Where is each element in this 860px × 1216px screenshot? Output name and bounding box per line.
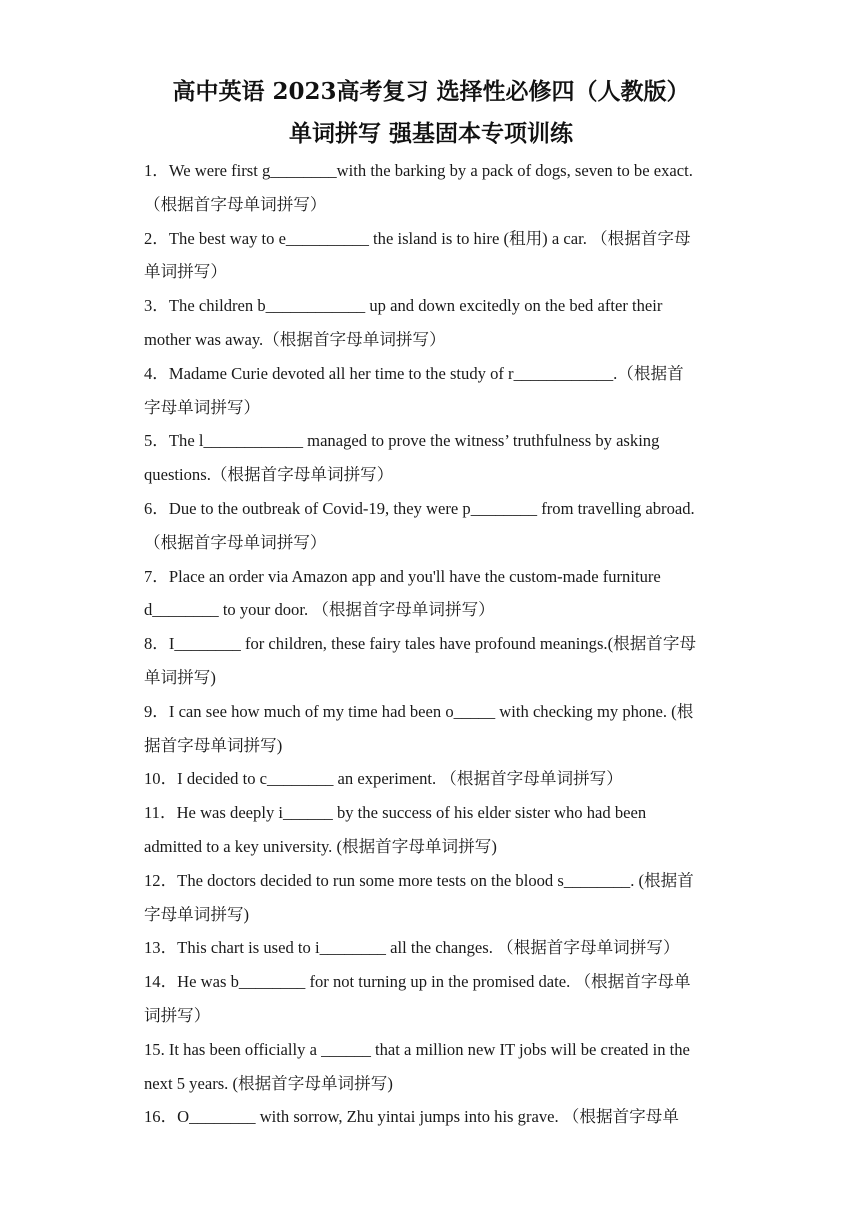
question-item (144, 695, 718, 763)
question-item (144, 289, 718, 357)
question-item (144, 357, 718, 425)
question-item (144, 864, 718, 932)
question-line: mother was away.（根据首字母单词拼写） (144, 329, 446, 349)
question-line: 字母单词拼写） (144, 397, 261, 417)
question-list (144, 154, 718, 1134)
question-line: 3．The children b____________ up and down excitedly on the bed after their (144, 296, 663, 316)
question-line: 11．He was deeply i______ by the success of his elder sister who had been (144, 803, 647, 823)
question-line: 15. It has been officially a ______ that a million new IT jobs will be created in the (144, 1039, 690, 1059)
page-title (144, 72, 718, 112)
question-line: 4．Madame Curie devoted all her time to the study of r____________.（根据首 (144, 363, 684, 383)
question-item (144, 492, 718, 560)
question-item (144, 424, 718, 492)
question-item (144, 222, 718, 290)
question-line: 13．This chart is used to i________ all the changes. （根据首字母单词拼写） (144, 938, 680, 958)
question-line: 16．O________ with sorrow, Zhu yintai jumps into his grave. （根据首字母单 (144, 1107, 679, 1127)
question-item (144, 627, 718, 695)
question-line: 12．The doctors decided to run some more tests on the blood s________. (根据首 (144, 870, 694, 890)
question-line: 词拼写） (144, 1005, 211, 1025)
page-subtitle (144, 114, 718, 154)
question-line: 2．The best way to e__________ the island is to hire (租用) a car. （根据首字母 (144, 228, 691, 248)
question-item (144, 154, 718, 222)
question-line: 据首字母单词拼写) (144, 735, 283, 755)
question-line: 8．I________ for children, these fairy tales have profound meanings.(根据首字母 (144, 634, 697, 654)
question-line: 9．I can see how much of my time had been o_____ with checking my phone. (根 (144, 701, 694, 721)
title-line-2: 单词拼写 强基固本专项训练 (288, 120, 573, 147)
question-item (144, 762, 718, 796)
question-line: 单词拼写) (144, 667, 216, 687)
title-line-1: 高中英语 2023高考复习 选择性必修四（人教版） (172, 78, 690, 105)
question-line: 1．We were first g________with the barking by a pack of dogs, seven to be exact. (144, 161, 693, 180)
question-line: （根据首字母单词拼写） (144, 194, 327, 214)
question-line: 5．The l____________ managed to prove the witness’ truthfulness by asking (144, 431, 660, 451)
question-item (144, 560, 718, 628)
question-line: admitted to a key university. (根据首字母单词拼写) (144, 836, 497, 856)
question-item (144, 965, 718, 1033)
question-item (144, 1100, 718, 1134)
question-line: 10．I decided to c________ an experiment. （根据首字母单词拼写） (144, 769, 623, 789)
question-line: 6．Due to the outbreak of Covid-19, they were p________ from travelling abroad. (144, 498, 695, 518)
question-line: 14．He was b________ for not turning up in the promised date. （根据首字母单 (144, 972, 691, 992)
question-line: questions.（根据首字母单词拼写） (144, 465, 394, 485)
question-line: d________ to your door. （根据首字母单词拼写） (144, 600, 495, 620)
question-line: （根据首字母单词拼写） (144, 532, 327, 552)
question-line: 字母单词拼写) (144, 904, 250, 924)
question-line: 7．Place an order via Amazon app and you'll have the custom-made furniture (144, 566, 661, 586)
question-item (144, 1033, 718, 1101)
question-line: 单词拼写） (144, 262, 227, 282)
question-item (144, 931, 718, 965)
question-line: next 5 years. (根据首字母单词拼写) (144, 1073, 393, 1093)
question-item (144, 796, 718, 864)
